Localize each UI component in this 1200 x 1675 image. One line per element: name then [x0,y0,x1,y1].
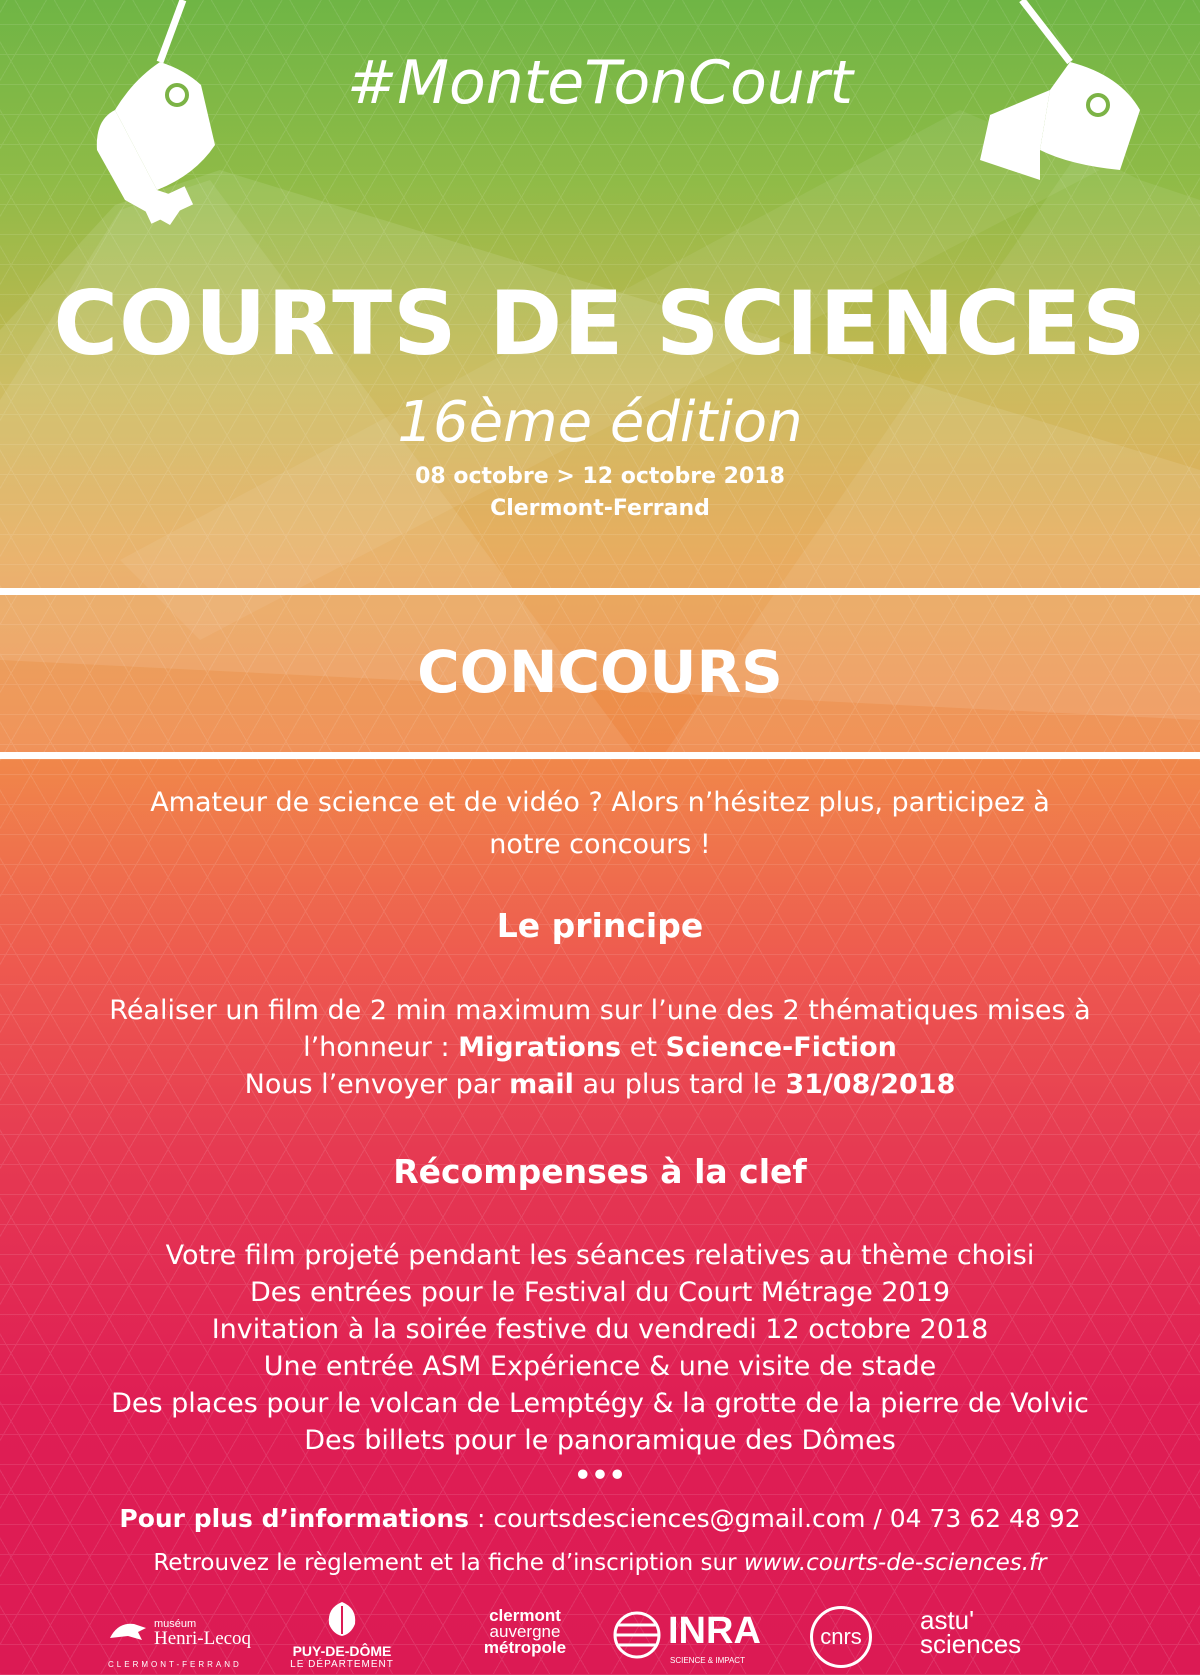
hashtag: #MonteTonCourt [346,48,853,118]
inra-globe-icon [612,1610,662,1660]
divider-top [0,588,1200,595]
principle-line-1: Réaliser un film de 2 min maximum sur l’une des 2 thématiques mises à [109,995,1091,1026]
contact-details[interactable]: courtsdesciences@gmail.com / 04 73 62 48 92 [493,1504,1081,1533]
deadline-date: 31/08/2018 [785,1069,956,1100]
reward-item: Des billets pour le panoramique des Dômes [304,1425,896,1456]
event-city: Clermont-Ferrand [490,496,710,521]
intro-text [0,782,1200,866]
cnrs-logo: cnrs [810,1606,872,1668]
intro-line-2: notre concours ! [489,829,711,860]
reward-item: Votre film projeté pendant les séances relatives au thème choisi [165,1240,1035,1271]
theme-science-fiction: Science-Fiction [665,1032,897,1063]
divider-bottom [0,752,1200,759]
intro-line-1: Amateur de science et de vidéo ? Alors n’hésitez plus, participez à [150,787,1050,818]
principle-line-3: Nous l’envoyer par mail au plus tard le 31/08/2018 [244,1069,956,1100]
museum-emblem-icon [108,1618,148,1646]
principle-line-2: l’honneur : Migrations et Science-Fiction [303,1032,897,1063]
principle-heading: Le principe [496,906,704,945]
website-link[interactable]: www.courts-de-sciences.fr [743,1550,1047,1576]
section-title: CONCOURS [417,638,783,706]
edition: 16ème édition [397,390,803,455]
sponsor-logos: muséum Henri-Lecoq CLERMONT-FERRAND PUY-DE-DÔME LE DÉPARTEMENT clermont auvergne métropole INRA SCIENCE & IMPACT cnrs astu' sciences [0,1600,1200,1675]
leaf-icon [321,1600,363,1638]
theme-migrations: Migrations [458,1032,622,1063]
mail-word: mail [509,1069,574,1100]
event-dates: 08 octobre > 12 octobre 2018 [415,464,785,489]
reward-item: Invitation à la soirée festive du vendredi 12 octobre 2018 [211,1314,989,1345]
website-line: Retrouvez le règlement et la fiche d’inscription sur www.courts-de-sciences.fr [153,1550,1047,1576]
reward-item: Une entrée ASM Expérience & une visite de stade [263,1351,937,1382]
puy-de-dome-logo: PUY-DE-DÔME LE DÉPARTEMENT [272,1600,412,1670]
clermont-metropole-logo: clermont auvergne métropole [483,1606,567,1657]
rewards-list [0,1237,1200,1459]
contact-label: Pour plus d’informations [119,1504,469,1533]
principle-text [0,992,1200,1103]
reward-item: Des places pour le volcan de Lemptégy & la grotte de la pierre de Volvic [111,1388,1089,1419]
reward-item: Des entrées pour le Festival du Court Métrage 2019 [249,1277,951,1308]
poster-title: COURTS DE SCIENCES [53,272,1147,375]
astu-sciences-logo: astu' sciences [920,1605,1022,1659]
rewards-heading: Récompenses à la clef [393,1152,807,1191]
more-dots: ••• [574,1460,626,1491]
contact-info: Pour plus d’informations : courtsdesciences@gmail.com / 04 73 62 48 92 [119,1504,1081,1533]
